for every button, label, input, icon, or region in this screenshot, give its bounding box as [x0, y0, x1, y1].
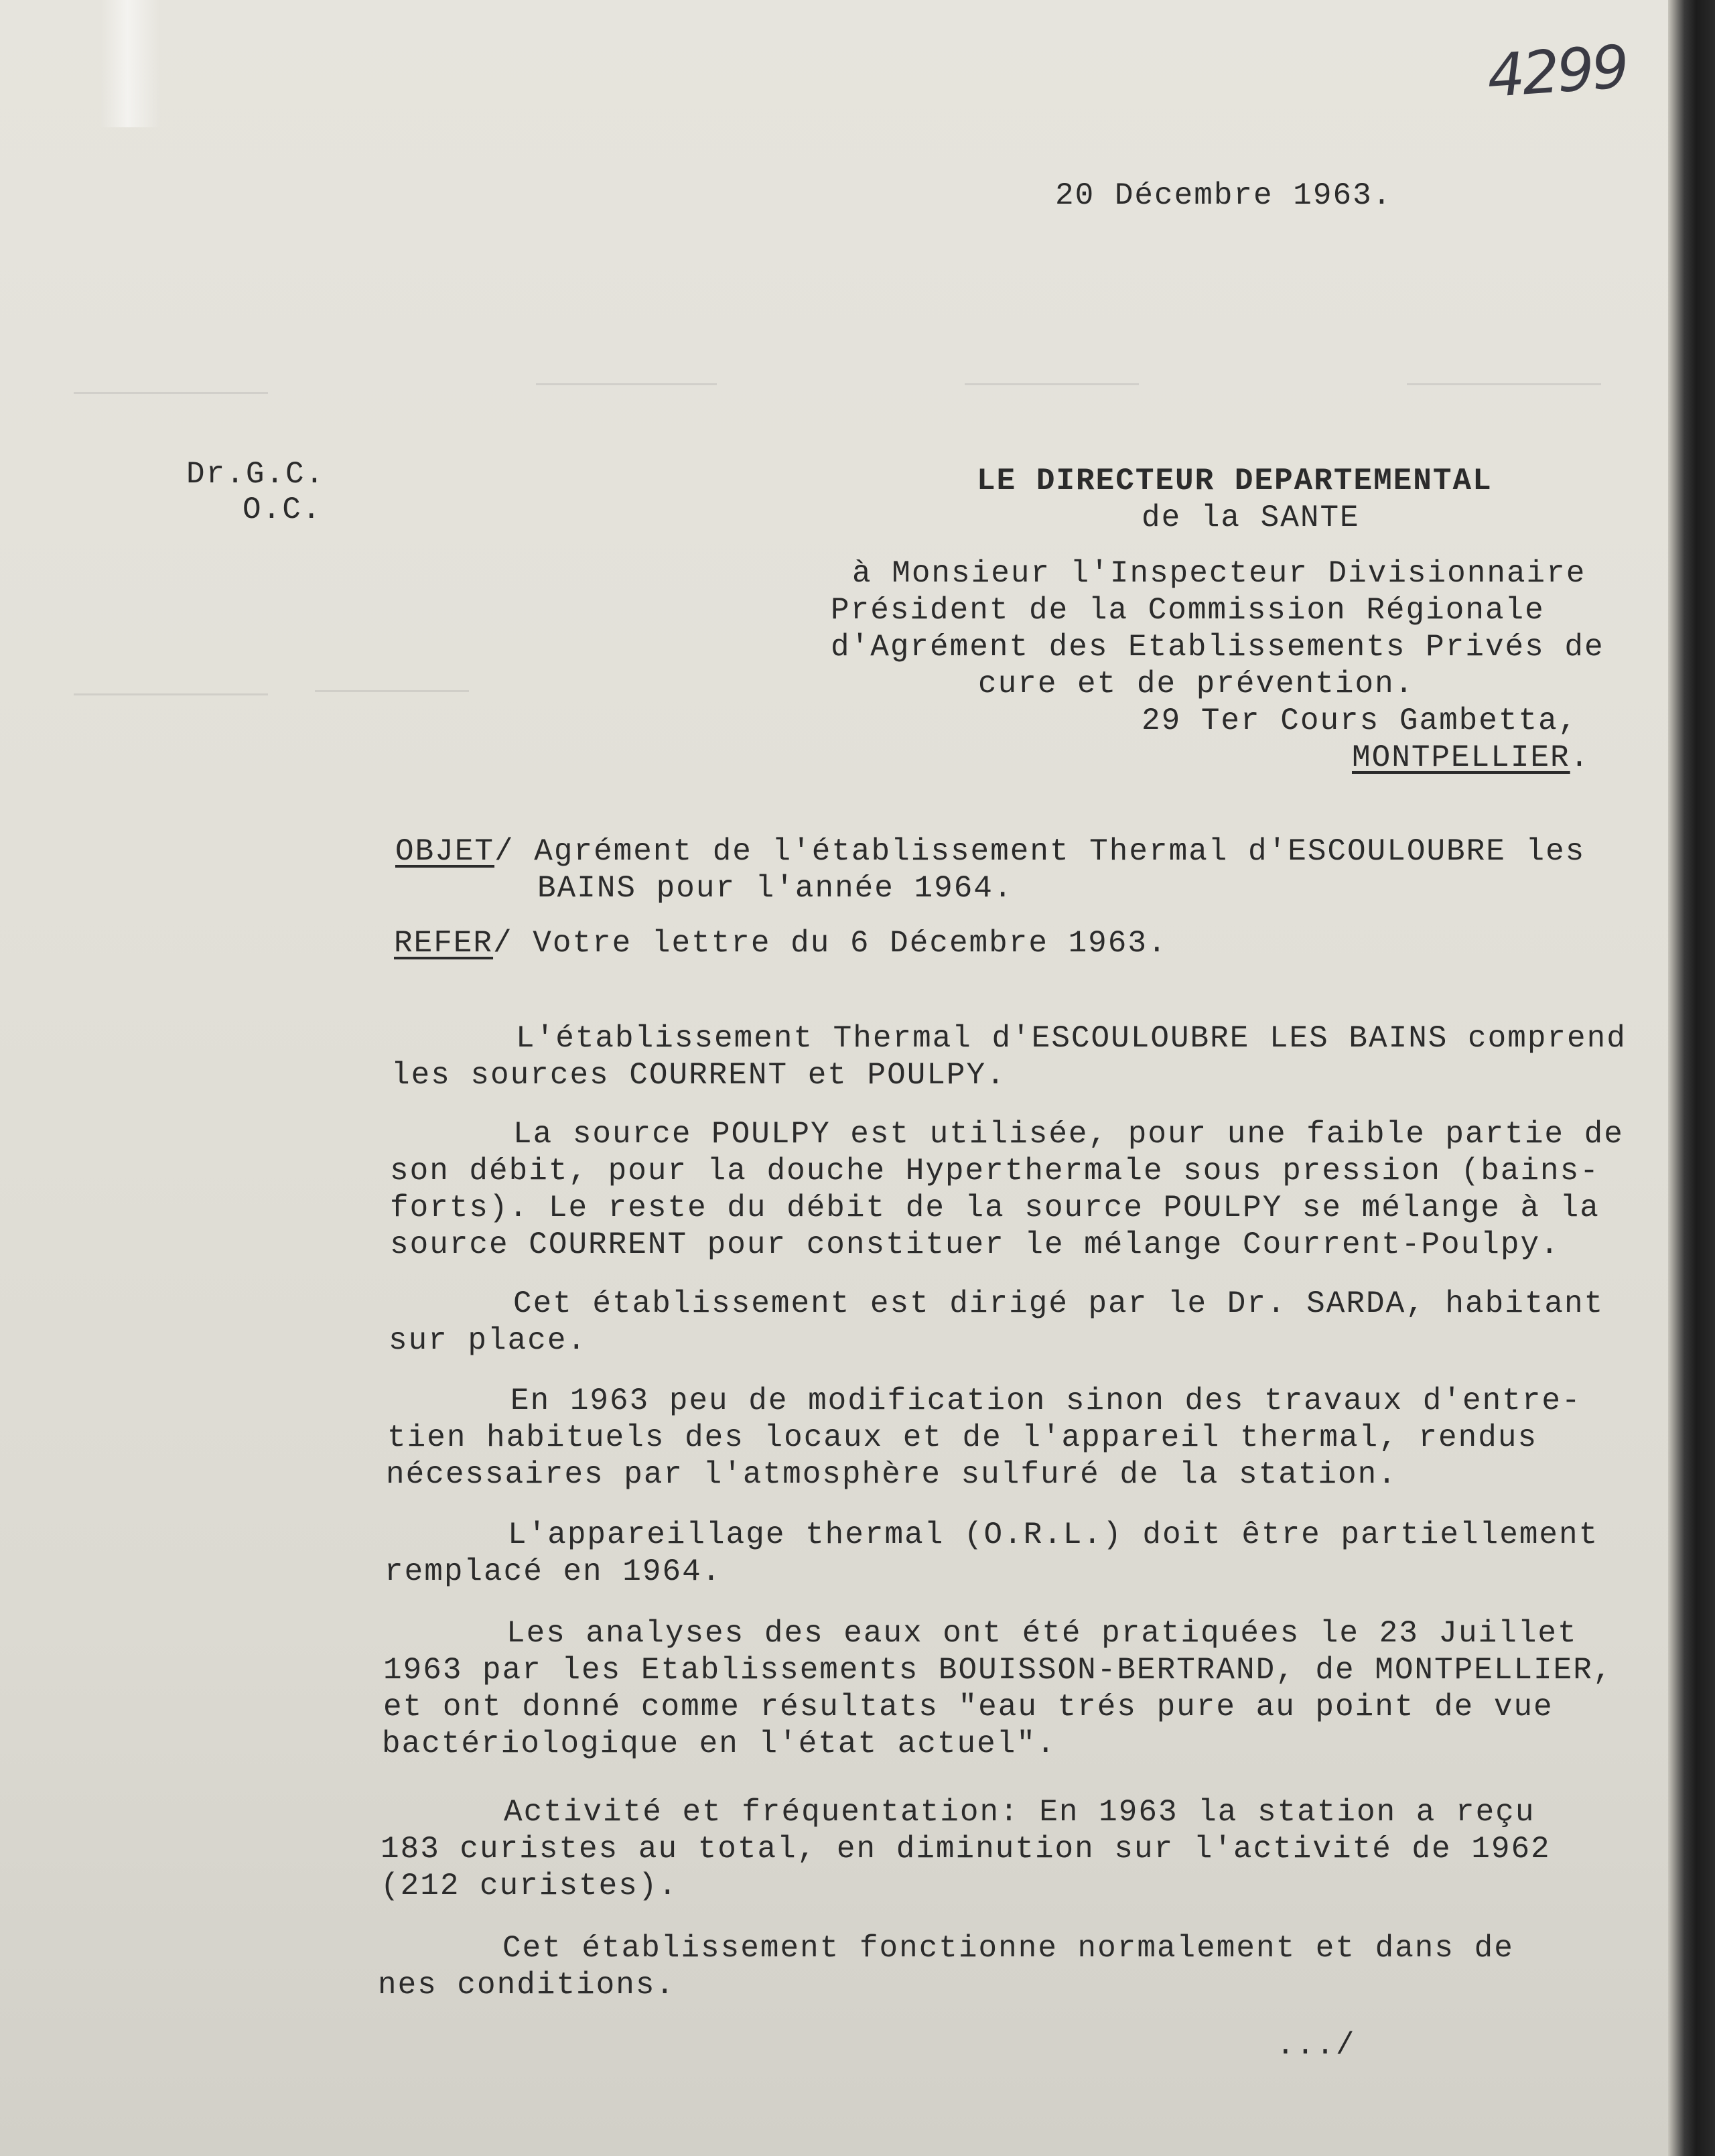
paragraph-8-line-1: Cet établissement fonctionne normalement et dans de: [502, 1931, 1514, 1966]
paragraph-7-line-2: 183 curistes au total, en diminution sur l'activité de 1962: [381, 1832, 1551, 1867]
objet-line: [395, 833, 1585, 870]
handwritten-archive-number: 4299: [1485, 31, 1629, 111]
recipient-line-4: cure et de prévention.: [978, 667, 1415, 701]
paragraph-3-line-1: Cet établissement est dirigé par le Dr. SARDA, habitant: [513, 1286, 1604, 1321]
refer-separator: /: [493, 926, 513, 961]
show-through-line: [1407, 383, 1601, 385]
objet-label: OBJET: [395, 834, 495, 869]
show-through-line: [74, 693, 268, 695]
paragraph-2-line-3: forts). Le reste du débit de la source POULPY se mélange à la: [390, 1191, 1600, 1225]
letter-date: 20 Décembre 1963.: [1055, 178, 1393, 213]
reference-initials-2: O.C.: [243, 492, 322, 527]
dark-background-edge: [1668, 0, 1715, 2156]
refer-line: [394, 925, 1168, 962]
paragraph-4-line-3: nécessaires par l'atmosphère sulfuré de la station.: [386, 1457, 1397, 1492]
paragraph-4-line-1: En 1963 peu de modification sinon des travaux d'entre-: [510, 1384, 1582, 1418]
show-through-line: [536, 383, 717, 385]
paragraph-8-line-2: nes conditions.: [378, 1968, 676, 2003]
paragraph-1-line-2: les sources COURRENT et POULPY.: [391, 1058, 1006, 1093]
paragraph-1-line-1: L'établissement Thermal d'ESCOULOUBRE LES BAINS comprend: [516, 1021, 1627, 1056]
reference-initials-1: Dr.G.C.: [186, 457, 326, 492]
recipient-line-3: d'Agrément des Etablissements Privés de: [831, 630, 1604, 665]
recipient-city-period: .: [1570, 740, 1590, 775]
paper-fold-highlight: [100, 0, 161, 127]
objet-text-2: BAINS pour l'année 1964.: [537, 871, 1014, 906]
recipient-city-line: [1352, 739, 1590, 777]
show-through-line: [315, 690, 469, 692]
paragraph-6-line-4: bactériologique en l'état actuel".: [382, 1727, 1056, 1761]
sender-subtitle: de la SANTE: [1142, 500, 1360, 535]
show-through-line: [965, 383, 1139, 385]
paragraph-4-line-2: tien habituels des locaux et de l'appareil thermal, rendus: [387, 1420, 1538, 1455]
paragraph-6-line-1: Les analyses des eaux ont été pratiquées le 23 Juillet: [506, 1616, 1578, 1651]
paragraph-5-line-2: remplacé en 1964.: [385, 1554, 722, 1589]
objet-separator: /: [494, 834, 514, 869]
paragraph-7-line-1: Activité et fréquentation: En 1963 la station a reçu: [504, 1795, 1535, 1830]
objet-text-1: Agrément de l'établissement Thermal d'ESCOULOUBRE les: [534, 834, 1586, 869]
refer-label: REFER: [394, 926, 494, 961]
paragraph-2-line-2: son débit, pour la douche Hyperthermale sous pression (bains-: [390, 1154, 1600, 1189]
paragraph-6-line-3: et ont donné comme résultats "eau trés pure au point de vue: [383, 1690, 1554, 1725]
refer-text: Votre lettre du 6 Décembre 1963.: [533, 926, 1168, 961]
sender-title: LE DIRECTEUR DEPARTEMENTAL: [977, 464, 1493, 498]
continuation-mark: .../: [1276, 2028, 1356, 2063]
paragraph-5-line-1: L'appareillage thermal (O.R.L.) doit être partiellement: [508, 1518, 1599, 1552]
recipient-address: 29 Ter Cours Gambetta,: [1142, 703, 1578, 738]
recipient-city: MONTPELLIER: [1352, 740, 1570, 775]
paragraph-7-line-3: (212 curistes).: [381, 1869, 679, 1903]
show-through-line: [74, 392, 268, 394]
recipient-line-2: Président de la Commission Régionale: [831, 593, 1545, 628]
paragraph-2-line-1: La source POULPY est utilisée, pour une faible partie de: [513, 1117, 1624, 1152]
paragraph-6-line-2: 1963 par les Etablissements BOUISSON-BERTRAND, de MONTPELLIER,: [383, 1653, 1613, 1688]
paragraph-2-line-4: source COURRENT pour constituer le mélange Courrent-Poulpy.: [390, 1227, 1560, 1262]
recipient-line-1: à Monsieur l'Inspecteur Divisionnaire: [852, 556, 1586, 591]
paragraph-3-line-2: sur place.: [389, 1323, 588, 1358]
